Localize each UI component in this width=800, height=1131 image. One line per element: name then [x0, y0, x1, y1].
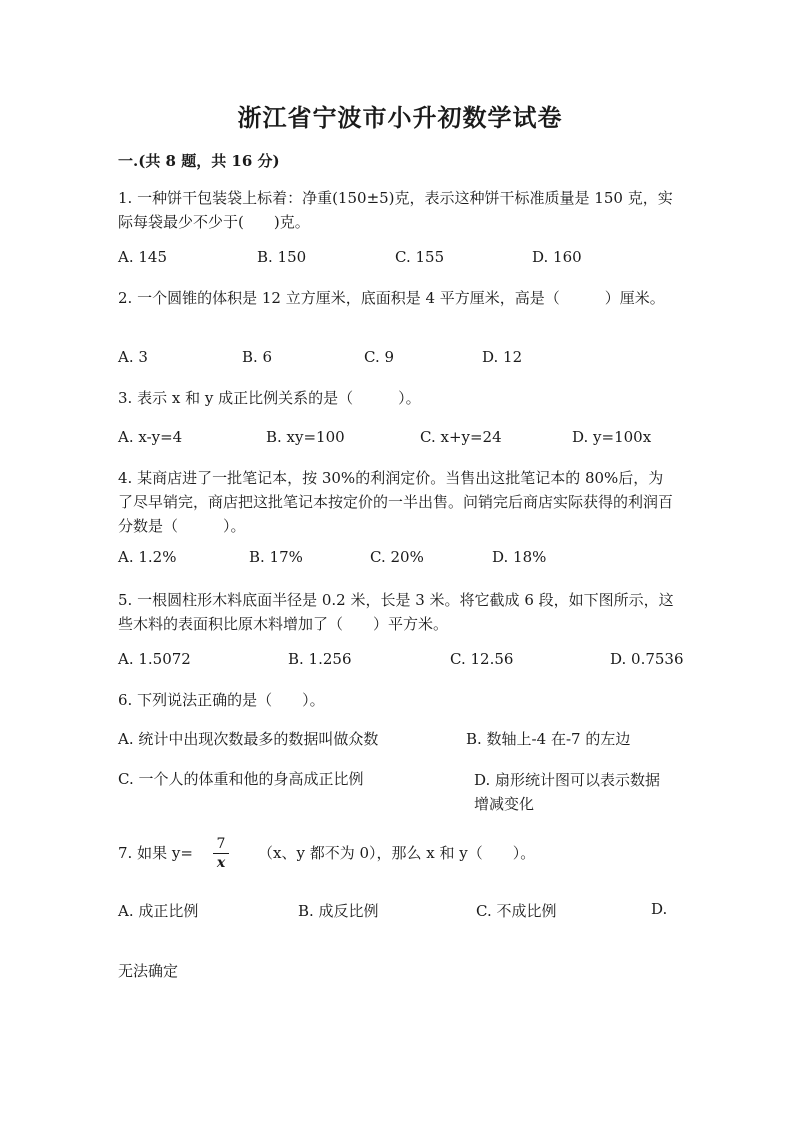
- option-a[interactable]: A. 3: [118, 348, 148, 366]
- question-3-options: [118, 428, 678, 452]
- option-b[interactable]: B. 6: [242, 348, 273, 366]
- option-c[interactable]: C. 9: [364, 348, 395, 366]
- option-a[interactable]: A. 145: [118, 248, 167, 266]
- option-a[interactable]: A. 1.2%: [118, 548, 177, 566]
- option-d[interactable]: D. 18%: [492, 548, 547, 566]
- section-header: 一.(共 8 题，共 16 分): [118, 152, 280, 170]
- fraction-denominator: x: [216, 855, 226, 871]
- option-b[interactable]: B. xy=100: [266, 428, 345, 446]
- question-4: 4. 某商店进了一批笔记本，按 30%的利润定价。当售出这批笔记本的 80%后，为了尽早销完，商店把这批笔记本按定价的一半出售。问销完后商店实际获得的利润百分数是（ ）。: [118, 469, 674, 535]
- question-2-options: [118, 348, 678, 372]
- question-1: 1. 一种饼干包装袋上标着：净重(150±5)克，表示这种饼干标准质量是 150 克，实际每袋最少不少于( )克。: [118, 189, 673, 231]
- option-d-text[interactable]: 无法确定: [118, 962, 179, 980]
- option-a[interactable]: A. 1.5072: [118, 650, 191, 668]
- question-5: 5. 一根圆柱形木料底面半径是 0.2 米，长是 3 米。将它截成 6 段，如下图所示，这些木料的表面积比原木料增加了（ ）平方米。: [118, 591, 674, 633]
- question-2: 2. 一个圆锥的体积是 12 立方厘米，底面积是 4 平方厘米，高是（ ）厘米。: [118, 289, 665, 307]
- fraction-7-over-x: [213, 835, 229, 872]
- question-7-suffix: （x、y 都不为 0），那么 x 和 y（ ）。: [258, 844, 536, 862]
- option-d[interactable]: D. 扇形统计图可以表示数据增减变化: [474, 771, 661, 813]
- question-7-prefix: 7. 如果 y=: [118, 844, 193, 862]
- option-c[interactable]: C. 12.56: [450, 650, 514, 668]
- option-b[interactable]: B. 1.256: [288, 650, 352, 668]
- option-c[interactable]: C. x+y=24: [420, 428, 502, 446]
- question-3: 3. 表示 x 和 y 成正比例关系的是（ ）。: [118, 389, 421, 407]
- question-6-options-row2: [118, 768, 678, 813]
- option-a[interactable]: A. 统计中出现次数最多的数据叫做众数: [118, 730, 379, 748]
- option-d[interactable]: D. 0.7536: [610, 650, 684, 668]
- question-4-options: [118, 548, 678, 572]
- question-7-options: [118, 900, 678, 924]
- option-a[interactable]: A. 成正比例: [118, 902, 199, 920]
- page-title: 浙江省宁波市小升初数学试卷: [237, 103, 563, 132]
- option-d[interactable]: D. 12: [482, 348, 523, 366]
- option-c[interactable]: C. 不成比例: [476, 902, 557, 920]
- question-7: [118, 842, 678, 866]
- question-6: 6. 下列说法正确的是（ ）。: [118, 691, 325, 709]
- option-d[interactable]: D. y=100x: [572, 428, 652, 446]
- question-5-options: [118, 650, 684, 674]
- option-b[interactable]: B. 17%: [249, 548, 303, 566]
- option-b[interactable]: B. 成反比例: [298, 902, 379, 920]
- question-1-options: [118, 248, 678, 272]
- option-d[interactable]: D.: [651, 900, 668, 918]
- option-b[interactable]: B. 数轴上-4 在-7 的左边: [466, 730, 631, 748]
- option-c[interactable]: C. 一个人的体重和他的身高成正比例: [118, 770, 364, 788]
- question-6-options-row1: [118, 728, 678, 752]
- option-a[interactable]: A. x-y=4: [118, 428, 183, 446]
- fraction-numerator: 7: [213, 835, 229, 854]
- option-b[interactable]: B. 150: [257, 248, 307, 266]
- option-c[interactable]: C. 155: [395, 248, 445, 266]
- question-7-option-d-continued: [118, 960, 678, 984]
- option-d[interactable]: D. 160: [532, 248, 582, 266]
- option-c[interactable]: C. 20%: [370, 548, 424, 566]
